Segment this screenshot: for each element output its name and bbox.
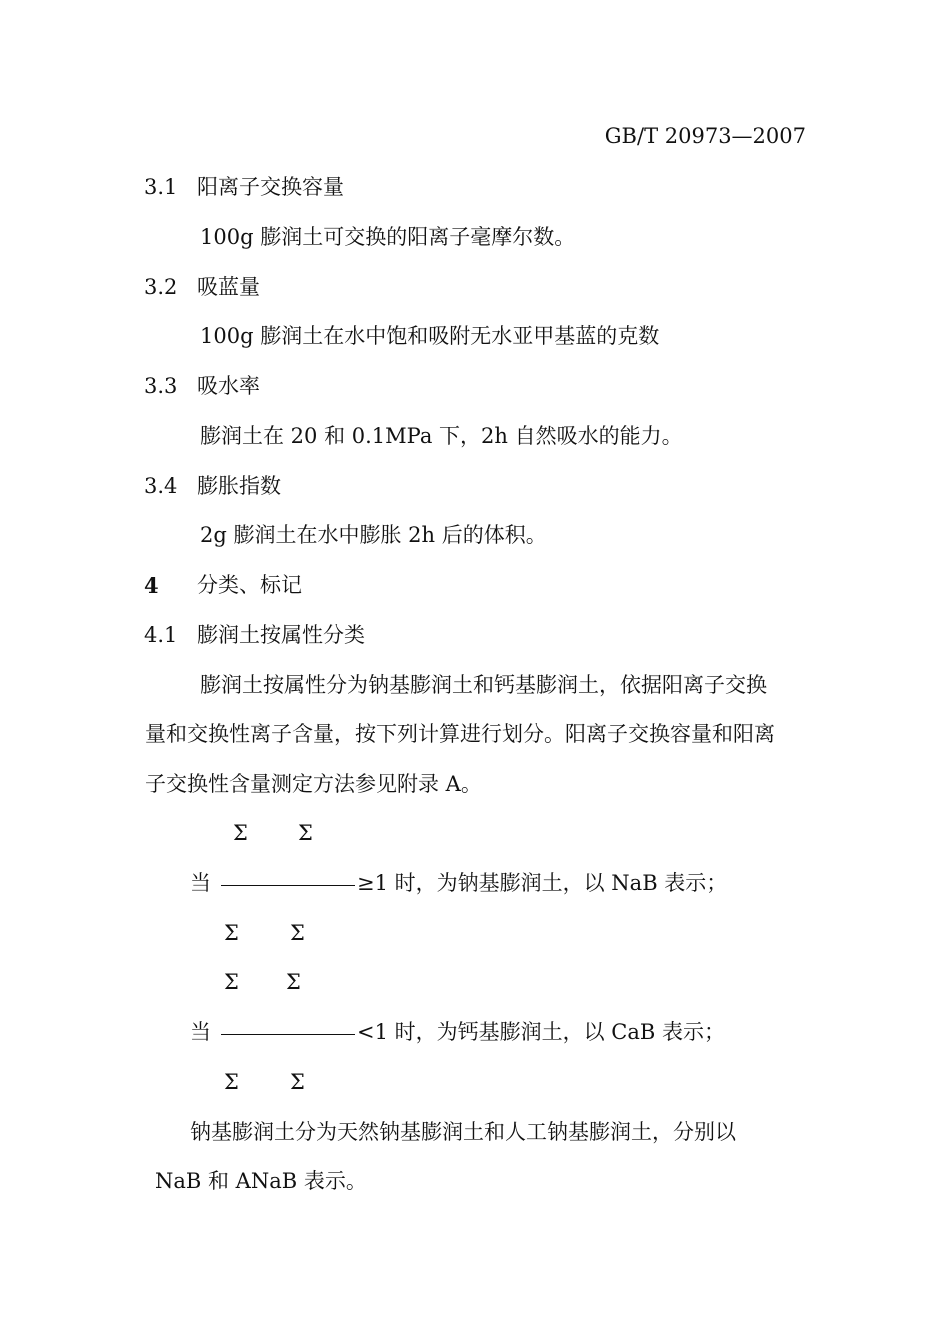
section-number: 3.3 xyxy=(144,374,178,398)
section-definition: 膨润土在 20 和 0.1MPa 下，2h 自然吸水的能力。 xyxy=(200,424,683,448)
sigma-symbol: Σ xyxy=(290,1070,305,1094)
sigma-symbol: Σ xyxy=(286,970,301,994)
section-title: 膨胀指数 xyxy=(197,474,281,498)
fraction-bar xyxy=(221,1034,355,1035)
paragraph-line: 钠基膨润土分为天然钠基膨润土和人工钠基膨润土，分别以 xyxy=(190,1120,736,1144)
standard-code: GB/T 20973—2007 xyxy=(604,124,806,148)
section-title: 膨润土按属性分类 xyxy=(197,623,365,647)
sigma-symbol: Σ xyxy=(298,821,313,845)
section-definition: 100g 膨润土在水中饱和吸附无水亚甲基蓝的克数 xyxy=(200,324,660,348)
section-title: 吸水率 xyxy=(197,374,260,398)
sigma-symbol: Σ xyxy=(224,970,239,994)
sigma-symbol: Σ xyxy=(233,821,248,845)
sigma-symbol: Σ xyxy=(224,1070,239,1094)
section-number: 3.2 xyxy=(144,275,178,299)
chapter-number: 4 xyxy=(144,573,159,598)
paragraph-line: NaB 和 ANaB 表示。 xyxy=(155,1169,367,1193)
formula-condition: <1 时，为钙基膨润土，以 CaB 表示； xyxy=(357,1020,726,1044)
paragraph-line: 子交换性含量测定方法参见附录 A。 xyxy=(145,772,482,796)
section-number: 4.1 xyxy=(144,623,178,647)
section-number: 3.1 xyxy=(144,175,178,199)
section-title: 吸蓝量 xyxy=(197,275,260,299)
section-title: 阳离子交换容量 xyxy=(197,175,344,199)
formula-condition: ≥1 时，为钠基膨润土，以 NaB 表示； xyxy=(357,871,728,895)
section-definition: 100g 膨润土可交换的阳离子毫摩尔数。 xyxy=(200,225,576,249)
formula-prefix: 当 xyxy=(190,871,211,895)
sigma-symbol: Σ xyxy=(224,921,239,945)
section-number: 3.4 xyxy=(144,474,178,498)
paragraph-line: 膨润土按属性分为钠基膨润土和钙基膨润土，依据阳离子交换 xyxy=(200,673,767,697)
sigma-symbol: Σ xyxy=(290,921,305,945)
paragraph-line: 量和交换性离子含量，按下列计算进行划分。阳离子交换容量和阳离 xyxy=(145,722,775,746)
chapter-title: 分类、标记 xyxy=(197,573,302,597)
formula-prefix: 当 xyxy=(190,1020,211,1044)
section-definition: 2g 膨润土在水中膨胀 2h 后的体积。 xyxy=(200,523,547,547)
fraction-bar xyxy=(221,885,355,886)
